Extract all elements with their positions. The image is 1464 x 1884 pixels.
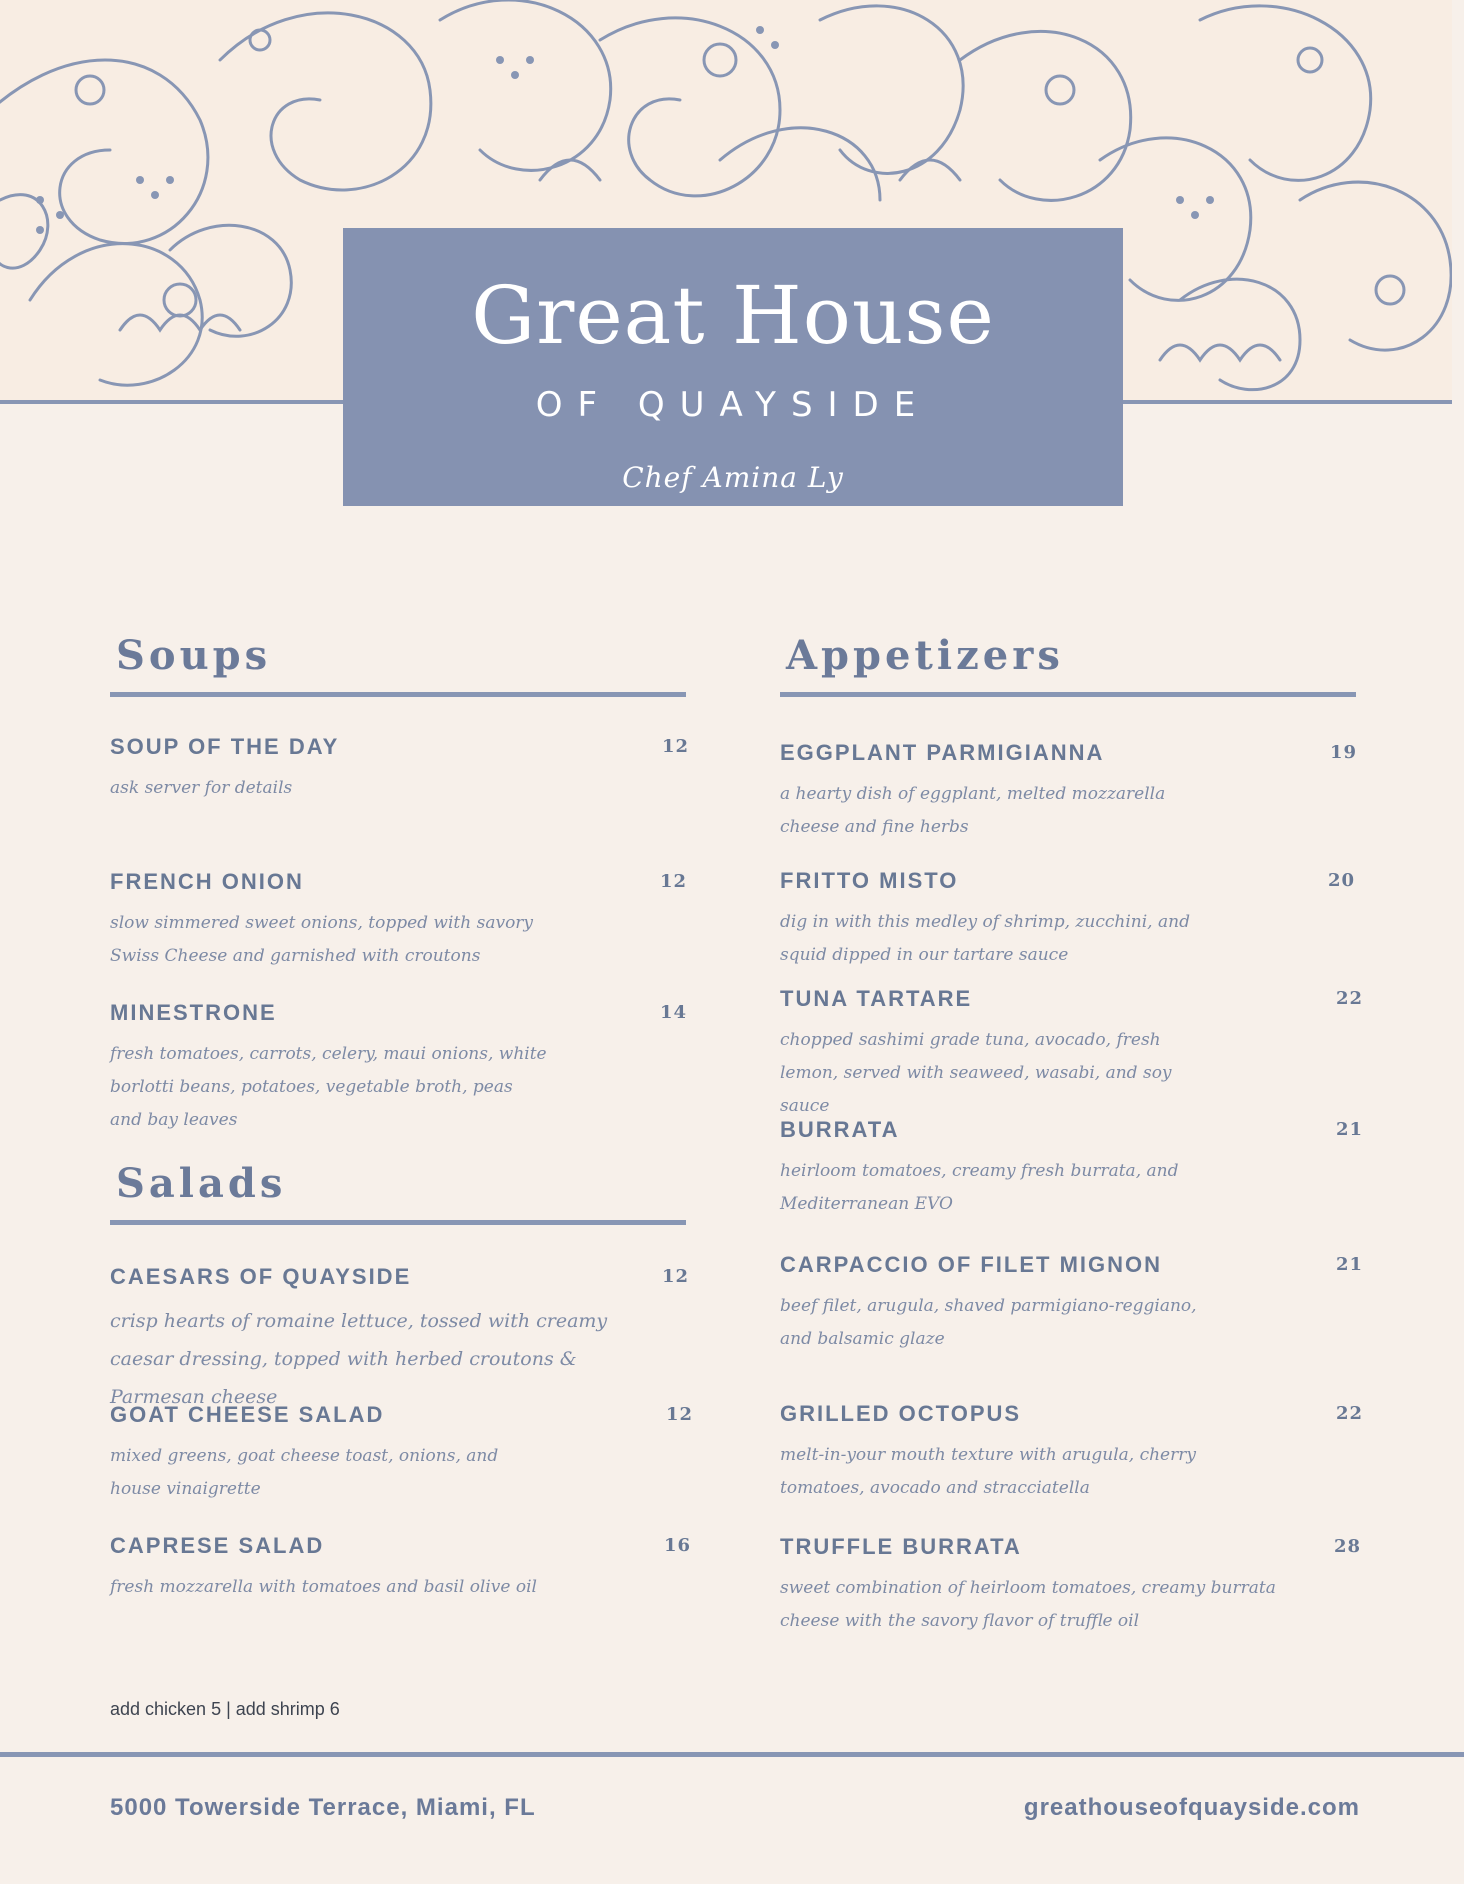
item-description: chopped sashimi grade tuna, avocado, fresh lemon, served with seaweed, wasabi, and soy sauce [780,1030,1172,1116]
salads-heading: Salads [116,1160,287,1207]
menu-item [780,1252,1364,1356]
item-description: slow simmered sweet onions, topped with savory Swiss Cheese and garnished with croutons [110,913,534,966]
item-description: fresh mozzarella with tomatoes and basil olive oil [110,1577,537,1597]
menu-item [780,870,1360,972]
item-description: ask server for details [110,778,293,798]
footer-address: 5000 Towerside Terrace, Miami, FL [110,1794,536,1821]
item-price: 21 [1336,1254,1364,1275]
menu-item [780,1536,1360,1638]
item-price: 12 [666,1404,694,1425]
item-price: 16 [664,1535,692,1556]
item-name: CAPRESE SALAD [110,1533,325,1558]
item-name: TUNA TARTARE [780,986,973,1011]
item-name: CARPACCIO OF FILET MIGNON [780,1252,1163,1277]
title-box [343,228,1123,506]
item-price: 12 [662,1266,690,1287]
menu-item [110,871,690,973]
footer-divider [0,1752,1464,1757]
salads-divider [110,1220,686,1225]
item-name: CAESARS OF QUAYSIDE [110,1264,412,1289]
item-description: beef filet, arugula, shaved parmigiano-reggiano, and balsamic glaze [780,1296,1197,1349]
item-name: GOAT CHEESE SALAD [110,1402,385,1427]
menu-item [110,1402,694,1506]
item-price: 22 [1336,988,1364,1009]
appetizers-divider [780,692,1356,697]
item-price: 28 [1334,1536,1362,1557]
item-name: GRILLED OCTOPUS [780,1401,1022,1426]
item-description: melt-in-your mouth texture with arugula, cherry tomatoes, avocado and stracciatella [780,1445,1196,1498]
item-description: mixed greens, goat cheese toast, onions, and house vinaigrette [110,1446,499,1499]
item-name: TRUFFLE BURRATA [780,1534,1022,1559]
item-description: sweet combination of heirloom tomatoes, creamy burrata cheese with the savory flavor of truffle oil [780,1578,1276,1631]
menu-item [110,736,690,805]
menu-item [780,1401,1364,1505]
item-description: heirloom tomatoes, creamy fresh burrata, and Mediterranean EVO [780,1161,1179,1214]
chef-signature: Chef Amina Ly [622,461,844,494]
item-description: dig in with this medley of shrimp, zucchini, and squid dipped in our tartare sauce [780,912,1190,965]
menu-item [780,986,1364,1123]
item-name: EGGPLANT PARMIGIANNA [780,740,1105,765]
item-name: FRITTO MISTO [780,868,959,893]
item-name: SOUP OF THE DAY [110,734,340,759]
menu-item [110,1002,690,1137]
menu-item [780,1117,1364,1221]
item-name: FRENCH ONION [110,869,304,894]
item-description: crisp hearts of romaine lettuce, tossed with creamy caesar dressing, topped with herbed croutons & Parmesan cheese [110,1310,608,1408]
soups-divider [110,692,686,697]
item-price: 19 [1330,742,1358,763]
item-name: BURRATA [780,1117,900,1142]
addons-note: add chicken 5 | add shrimp 6 [110,1699,340,1719]
item-description: fresh tomatoes, carrots, celery, maui onions, white borlotti beans, potatoes, vegetable broth, peas and bay leaves [110,1044,547,1130]
restaurant-subtitle: OF QUAYSIDE [535,385,931,425]
menu-item [110,1535,690,1604]
item-name: MINESTRONE [110,1000,277,1025]
soups-heading: Soups [116,632,272,679]
item-description: a hearty dish of eggplant, melted mozzarella cheese and fine herbs [780,784,1166,837]
item-price: 20 [1328,870,1356,891]
menu-item [780,742,1360,844]
item-price: 22 [1336,1403,1364,1424]
item-price: 12 [662,736,690,757]
item-price: 21 [1336,1119,1364,1140]
restaurant-title: Great House [471,269,995,362]
footer-website[interactable]: greathouseofquayside.com [1023,1794,1360,1821]
menu-item [110,1266,690,1416]
item-price: 12 [660,871,688,892]
appetizers-heading: Appetizers [786,632,1064,679]
item-price: 14 [660,1002,688,1023]
